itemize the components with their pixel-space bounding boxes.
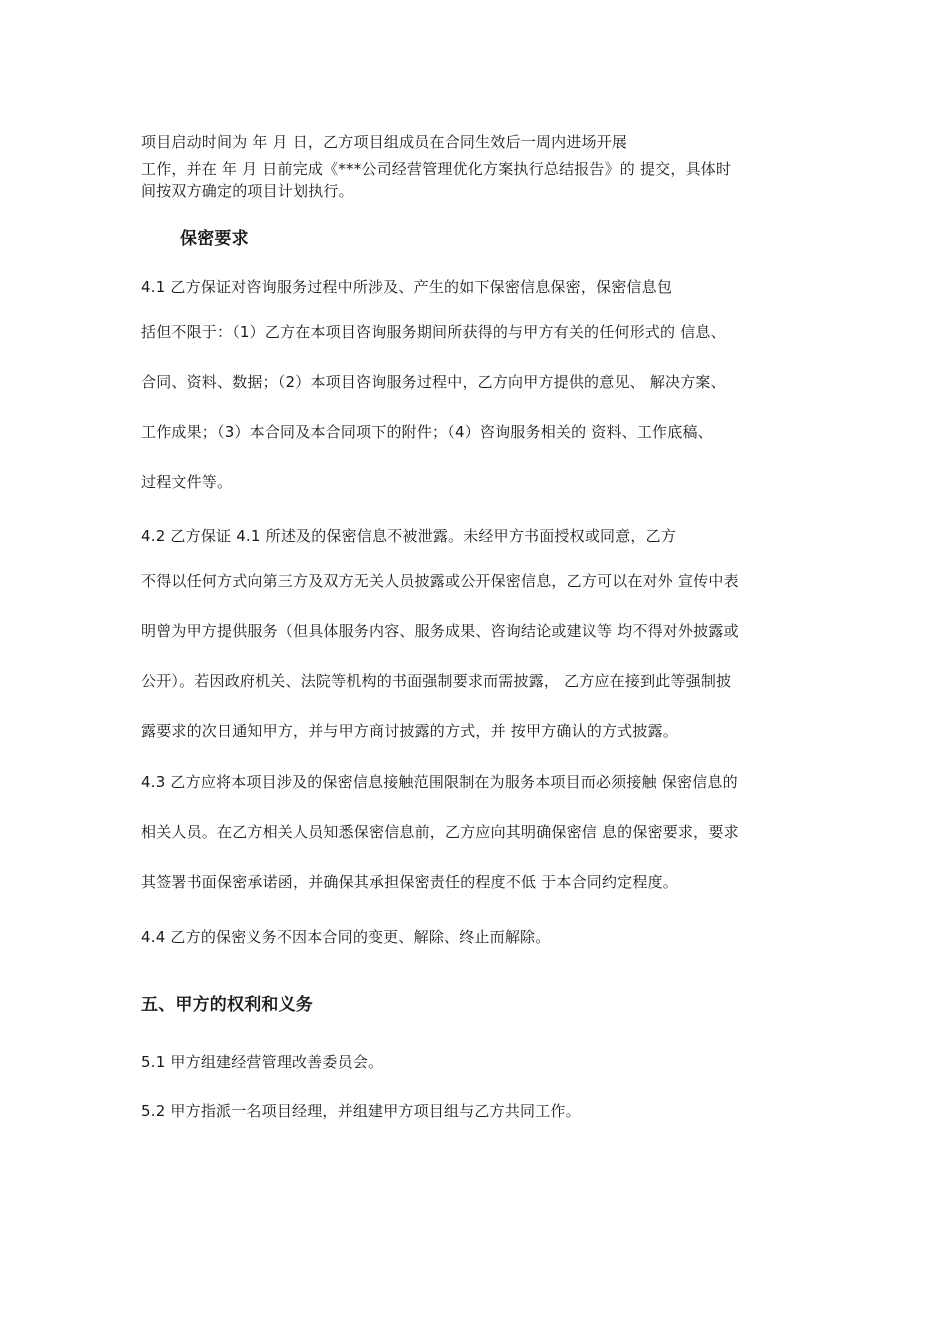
section-4-title: 保密要求 [180, 229, 249, 249]
para-4-3-line-2: 相关人员。在乙方相关人员知悉保密信息前，乙方应向其明确保密信 息的保密要求，要求 [141, 823, 739, 841]
para-4-3-line-1: 4.3 乙方应将本项目涉及的保密信息接触范围限制在为服务本项目而必须接触 保密信息的 [141, 773, 738, 791]
intro-line-1: 项目启动时间为 年 月 日，乙方项目组成员在合同生效后一周内进场开展 [141, 133, 628, 151]
para-4-3-line-3: 其签署书面保密承诺函，并确保其承担保密责任的程度不低 于本合同约定程度。 [141, 873, 678, 891]
para-4-2-line-3: 明曾为甲方提供服务（但具体服务内容、服务成果、咨询结论或建议等 均不得对外披露或 [141, 622, 739, 640]
intro-line-2: 工作，并在 年 月 日前完成《***公司经营管理优化方案执行总结报告》的 提交，具体时 [141, 160, 732, 178]
para-4-2-line-5: 露要求的次日通知甲方，并与甲方商讨披露的方式，并 按甲方确认的方式披露。 [141, 722, 678, 740]
para-4-1-line-1: 4.1 乙方保证对咨询服务过程中所涉及、产生的如下保密信息保密，保密信息包 [141, 278, 673, 296]
para-4-1-line-5: 过程文件等。 [141, 473, 233, 491]
para-4-1-line-2: 括但不限于：（1）乙方在本项目咨询服务期间所获得的与甲方有关的任何形式的 信息、 [141, 323, 726, 341]
para-4-1-line-3: 合同、资料、数据；（2）本项目咨询服务过程中，乙方向甲方提供的意见、 解决方案、 [141, 373, 726, 391]
para-4-1-line-4: 工作成果；（3）本合同及本合同项下的附件；（4）咨询服务相关的 资料、工作底稿、 [141, 423, 713, 441]
para-5-1: 5.1 甲方组建经营管理改善委员会。 [141, 1053, 384, 1071]
para-4-2-line-4: 公开）。若因政府机关、法院等机构的书面强制要求而需披露， 乙方应在接到此等强制披 [141, 672, 732, 690]
para-4-2-line-1: 4.2 乙方保证 4.1 所述及的保密信息不被泄露。未经甲方书面授权或同意，乙方 [141, 527, 677, 545]
para-4-4: 4.4 乙方的保密义务不因本合同的变更、解除、终止而解除。 [141, 928, 551, 946]
para-4-2-line-2: 不得以任何方式向第三方及双方无关人员披露或公开保密信息，乙方可以在对外 宣传中表 [141, 572, 739, 590]
section-5-title: 五、甲方的权利和义务 [141, 995, 313, 1015]
para-5-2: 5.2 甲方指派一名项目经理，并组建甲方项目组与乙方共同工作。 [141, 1102, 581, 1120]
intro-line-3: 间按双方确定的项目计划执行。 [141, 182, 354, 200]
